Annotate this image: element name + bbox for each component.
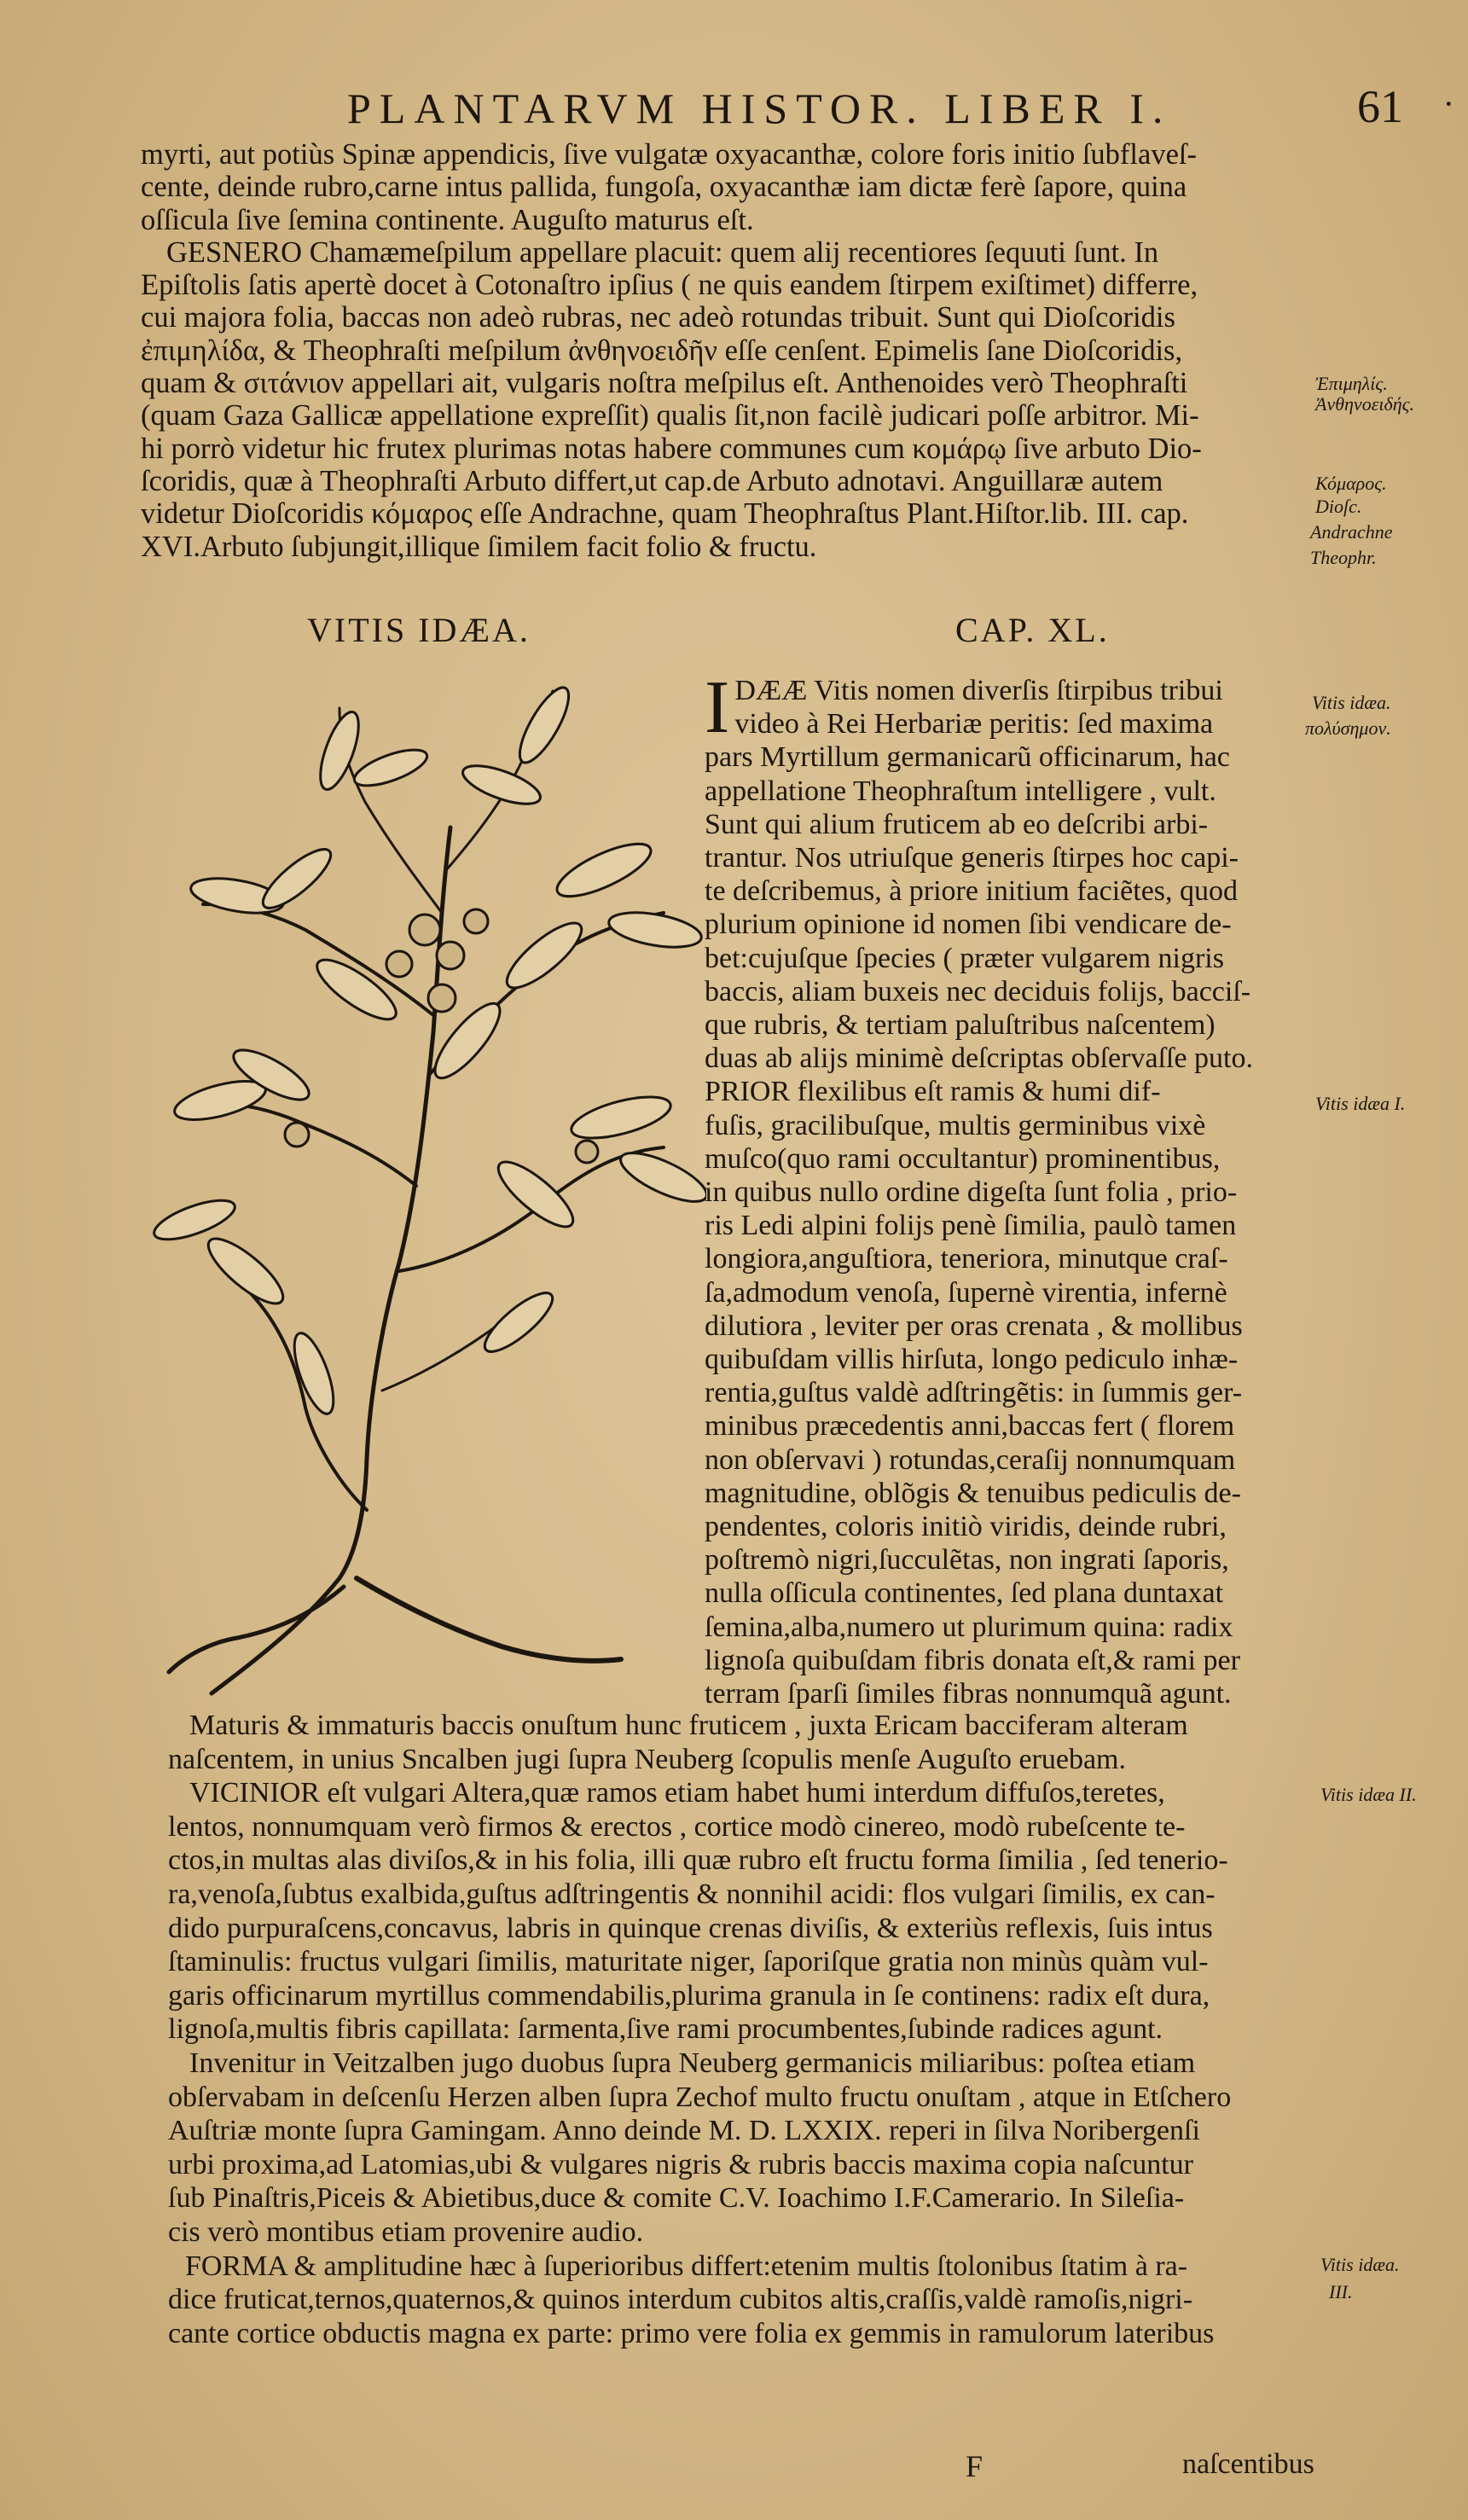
text-line: (quam Gaza Gallicæ appellatione expreſſit) qualis ſit,non facilè judicari poſſe arbitror. Mi- [141,399,1199,433]
text-line: nulla oſſicula continentes, ſed plana duntaxat [705,1577,1224,1610]
text-line: Maturis & immaturis baccis onuſtum hunc fruticem , juxta Ericam bacciferam alteram [189,1710,1188,1741]
text-line: que rubris, & tertiam paluſtribus naſcentem) [705,1009,1216,1042]
margin-note: πολύσημον. [1305,717,1391,739]
text-line: XVI.Arbuto ſubjungit,illique ſimilem facit folio & fructu. [141,530,817,563]
drop-cap: I [705,666,730,749]
margin-note: Andrachne [1310,521,1393,543]
bottom-text-block [168,1709,1315,2350]
text-line: in quibus nullo ordine digeſta ſunt folia , prio- [705,1176,1238,1209]
text-line: dilutiora , leviter per oras crenata , & mollibus [705,1309,1243,1342]
text-line: cui majora folia, baccas non adeò rubras, nec adeò rotundas tribuit. Sunt qui Dioſcoridis [141,301,1175,334]
catchword: naſcentibus [1182,2448,1314,2480]
chapter-heading: CAP. XL. [955,611,1110,649]
text-line: PRIOR flexilibus eſt ramis & humi dif- [705,1076,1161,1108]
margin-note: Vitis idæa I. [1315,1093,1406,1114]
text-line: ra,venoſa,ſubtus exalbida,guſtus adſtringentis & nonnihil acidi: flos vulgari ſimilis, ex can- [168,1878,1216,1910]
text-line: magnitudine, oblõgis & tenuibus pediculis de- [705,1477,1241,1509]
right-text-column [705,666,1314,1710]
plant-heading: VITIS IDÆA. [307,611,531,649]
text-line: hi porrò videtur hic frutex plurimas notas habere communes cum κομάρῳ ſive arbuto Dio- [141,432,1202,465]
margin-note: Ἀνθηνοειδής. [1315,393,1415,415]
text-line: oſſicula ſive ſemina continente. Auguſto maturus eſt. [141,203,754,236]
text-line: ris Ledi alpini folijs penè ſimilia, paulò tamen [705,1210,1237,1242]
text-line: videtur Dioſcoridis κόμαρος eſſe Andrachne, quam Theophraſtus Plant.Hiſtor.lib. III. cap. [141,497,1189,531]
text-line: dice fruticat,ternos,quaternos,& quinos interdum cubitos altis,craſſis,valdè ramoſis,nigri- [168,2284,1193,2316]
text-line: longiora,anguſtiora, teneriora, minutque craſ- [705,1243,1228,1275]
text-line: urbi proxima,ad Latomias,ubi & vulgares nigris & rubris baccis maxima copia naſcuntur [168,2148,1193,2180]
page-number: 61 [1357,81,1403,132]
text-line: garis officinarum myrtillus commendabilis,plurima granula in ſe continens: radix eſt dura, [168,1979,1210,2012]
text-line: pendentes, coloris initiò viridis, deinde rubri, [705,1511,1227,1543]
text-line: pars Myrtillum germanicarũ officinarum, hac [705,741,1230,774]
text-line: ἐπιμηλίδα, & Theophraſti meſpilum ἀνθηνοειδῆν eſſe cenſent. Epimelis ſane Dioſcoridis, [141,334,1183,367]
text-line: te deſcribemus, à priore initium faciẽtes, quod [705,875,1239,908]
text-line: obſervabam in deſcenſu Herzen alben ſupra Zechof multo fructu onuſtam , atque in Etſchero [168,2081,1232,2113]
text-line: ſa,admodum venoſa, ſupernè virentia, infernè [705,1276,1227,1309]
margin-note: III. [1329,2281,1353,2302]
margin-note: Dioſc. [1315,496,1362,517]
text-line: ſcoridis, quæ à Theophraſti Arbuto differt,ut cap.de Arbuto adnotavi. Anguillaræ autem [141,464,1163,497]
text-line: rentia,guſtus valdè adſtringẽtis: in ſummis ger- [705,1377,1243,1409]
text-line: minibus præcedentis anni,baccas fert ( florem [705,1410,1235,1443]
text-line: FORMA & amplitudine hæc à ſuperioribus differt:etenim multis ſtolonibus ſtatim à ra- [185,2250,1188,2282]
text-line: terram ſparſi ſimiles fibras nonnumquã agunt. [705,1678,1232,1710]
woodcut-illustration [143,674,706,1702]
text-line: muſco(quo rami occultantur) prominentibus, [705,1142,1221,1175]
text-line: bet:cujuſque ſpecies ( præter vulgarem nigris [705,942,1224,974]
text-line: ſtaminulis: fructus vulgari ſimilis, maturitate niger, ſaporiſque gratia non minùs quàm vul- [168,1946,1209,1978]
text-line: quam & σιτάνιον appellari ait, vulgaris noſtra meſpilus eſt. Anthenoides verò Theophraſti [141,367,1188,400]
running-title: PLANTARVM HISTOR. LIBER I. [347,84,1172,132]
text-line: cis verò montibus etiam provenire audio. [168,2215,644,2248]
text-line: Sunt qui alium fruticem ab eo deſcribi arbi- [705,808,1209,840]
margin-note: Vitis idæa. [1312,692,1391,713]
page-mark: · [1442,84,1454,123]
margin-note: Ἐπιμηλίς. [1315,373,1388,394]
text-line: VICINIOR eſt vulgari Altera,quæ ramos etiam habet humi interdum diffuſos,teretes, [189,1777,1165,1809]
text-line: ctos,in multas alas diviſos,& in his folia, illi quæ rubro eſt fructu forma ſimilia , ſed tenerio- [168,1844,1228,1877]
text-line: plurium opinione id nomen ſibi vendicare de- [705,909,1232,941]
text-line: ſub Pinaſtris,Piceis & Abietibus,duce & comite C.V. Ioachimo I.F.Camerario. In Sileſia- [168,2182,1185,2215]
running-header [337,81,1454,135]
margin-note: Vitis idæa II. [1320,1784,1417,1805]
signature-mark: F [966,2449,984,2483]
text-line: video à Rei Herbariæ peritis: ſed maxima [734,708,1214,740]
text-line: poſtremò nigri,ſucculẽtas, non ingrati ſaporis, [705,1544,1229,1576]
margin-note: Κόμαρος. [1315,473,1387,494]
text-line: lignoſa quibuſdam fibris donata eſt,& rami per [705,1644,1240,1676]
text-line: cante cortice obductis magna ex parte: primo vere folia ex gemmis in ramulorum lateribus [168,2317,1215,2349]
text-line: trantur. Nos utriuſque generis ſtirpes hoc capi- [705,842,1239,874]
text-line: fuſis, gracilibuſque, multis germinibus vixè [705,1109,1206,1141]
margin-note: Theophr. [1310,547,1377,568]
text-line: naſcentem, in unius Sncalben jugi ſupra Neuberg ſcopulis menſe Auguſto eruebam. [168,1743,1126,1775]
text-line: baccis, aliam buxeis nec deciduis folijs, bacciſ- [705,975,1251,1007]
text-line: non obſervavi ) rotundas,ceraſij nonnumquam [705,1443,1236,1476]
text-line: DÆÆ Vitis nomen diverſis ſtirpibus tribui [734,675,1223,706]
text-line: lignoſa,multis fibris capillata: ſarmenta,ſive rami procumbentes,ſubinde radices agunt. [168,2013,1163,2046]
text-line: cente, deinde rubro,carne intus pallida, fungoſa, oxyacanthæ iam dictæ ferè ſapore, quina [141,171,1187,204]
text-line: duas ab alijs minimè deſcriptas obſervaſſe puto. [705,1042,1253,1075]
margin-note: Vitis idæa. [1320,2254,1400,2275]
text-line: myrti, aut potiùs Spinæ appendicis, ſive vulgatæ oxyacanthæ, colore foris initio ſubflaveſ- [141,138,1197,171]
text-line: Epiſtolis ſatis apertè docet à Cotonaſtro ipſius ( ne quis eandem ſtirpem exiſtimet) differre, [141,269,1198,302]
text-line: Invenitur in Veitzalben jugo duobus ſupra Neuberg germanicis miliaribus: poſtea etiam [189,2047,1196,2079]
top-text-block [141,138,1318,563]
text-line: ſemina,alba,numero ut plurimum quina: radix [705,1611,1233,1643]
text-line: Auſtriæ monte ſupra Gamingam. Anno deinde M. D. LXXIX. reperi in ſilva Noribergenſi [168,2115,1200,2147]
text-line: appellatione Theophraſtum intelligere , vult. [705,775,1216,807]
text-line: GESNERO Chamæmeſpilum appellare placuit: quem alij recentiores ſequuti ſunt. In [166,235,1159,269]
text-line: dido purpuraſcens,concavus, labris in quinque crenas diviſis, & exteriùs reflexis, ſuis intus [168,1912,1213,1944]
text-line: quibuſdam villis hirſuta, longo pediculo inhæ- [705,1344,1239,1376]
text-line: lentos, nonnumquam verò firmos & erectos , cortice modò cinereo, modò rubeſcente te- [168,1810,1186,1843]
